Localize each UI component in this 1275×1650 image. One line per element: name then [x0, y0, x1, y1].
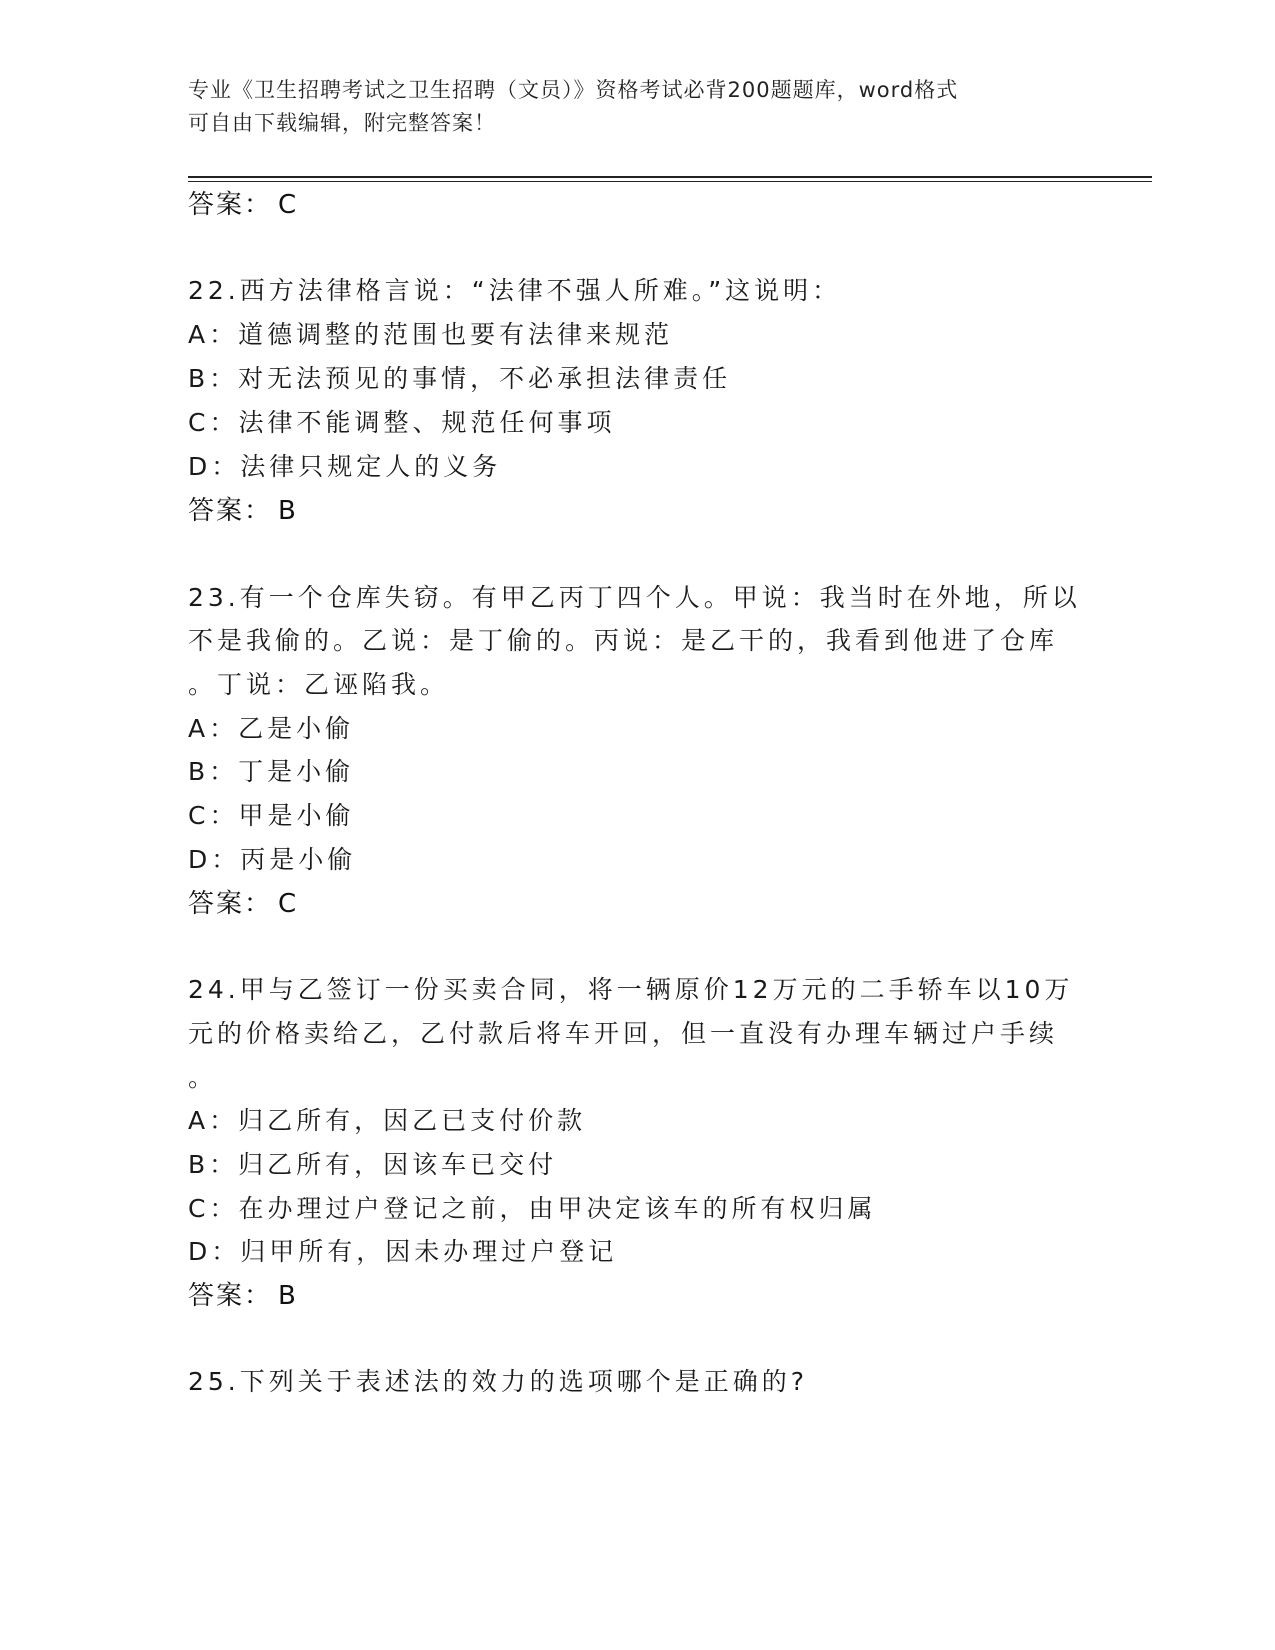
- header-rule-thick: [188, 176, 1152, 178]
- question-24-stem-line-2: 元的价格卖给乙，乙付款后将车开回，但一直没有办理车辆过户手续: [188, 1019, 1059, 1048]
- question-23-stem-line-2: 不是我偷的。乙说：是丁偷的。丙说：是乙干的，我看到他进了仓库: [188, 626, 1059, 655]
- question-23-option-c: C：甲是小偷: [188, 801, 355, 830]
- answer-label: 答案：: [188, 190, 273, 220]
- answer-label: 答案：: [188, 889, 273, 919]
- question-22-option-a: A：道德调整的范围也要有法律来规范: [188, 320, 674, 349]
- header-rule-thin: [188, 181, 1152, 182]
- question-22-option-c: C：法律不能调整、规范任何事项: [188, 408, 616, 437]
- document-header: [188, 74, 1088, 140]
- question-22-answer: [188, 496, 298, 526]
- question-23-answer: [188, 889, 298, 919]
- answer-value: C: [278, 889, 299, 919]
- answer-value: C: [278, 190, 299, 220]
- question-22-option-d: D：法律只规定人的义务: [188, 452, 502, 481]
- question-23-option-b: B：丁是小偷: [188, 757, 355, 786]
- question-22-stem: 22.西方法律格言说：“法律不强人所难。”这说明：: [188, 276, 842, 305]
- question-23-stem-line-3: 。丁说：乙诬陷我。: [188, 670, 450, 699]
- header-line-2: 可自由下载编辑，附完整答案！: [188, 111, 496, 135]
- question-24-option-a: A：归乙所有，因乙已支付价款: [188, 1106, 587, 1135]
- question-24-stem-line-1: 24.甲与乙签订一份买卖合同，将一辆原价12万元的二手轿车以10万: [188, 975, 1074, 1004]
- answer-value: B: [278, 1281, 298, 1311]
- question-23-option-d: D：丙是小偷: [188, 845, 357, 874]
- answer-label: 答案：: [188, 496, 273, 526]
- question-24-answer: [188, 1281, 298, 1311]
- question-23-option-a: A：乙是小偷: [188, 714, 355, 743]
- question-24-option-b: B：归乙所有，因该车已交付: [188, 1150, 558, 1179]
- question-22-option-b: B：对无法预见的事情，不必承担法律责任: [188, 364, 732, 393]
- question-23-stem-line-1: 23.有一个仓库失窃。有甲乙丙丁四个人。甲说：我当时在外地，所以: [188, 583, 1081, 612]
- answer-label: 答案：: [188, 1281, 273, 1311]
- answer-value: B: [278, 496, 298, 526]
- answer-previous: [188, 190, 298, 220]
- question-24-option-d: D：归甲所有，因未办理过户登记: [188, 1237, 618, 1266]
- header-line-1: 专业《卫生招聘考试之卫生招聘（文员）》资格考试必背200题题库，word格式: [188, 78, 959, 102]
- question-24-option-c: C：在办理过户登记之前，由甲决定该车的所有权归属: [188, 1194, 877, 1223]
- question-25-stem: 25.下列关于表述法的效力的选项哪个是正确的?: [188, 1367, 809, 1396]
- question-24-stem-line-3: 。: [188, 1063, 218, 1092]
